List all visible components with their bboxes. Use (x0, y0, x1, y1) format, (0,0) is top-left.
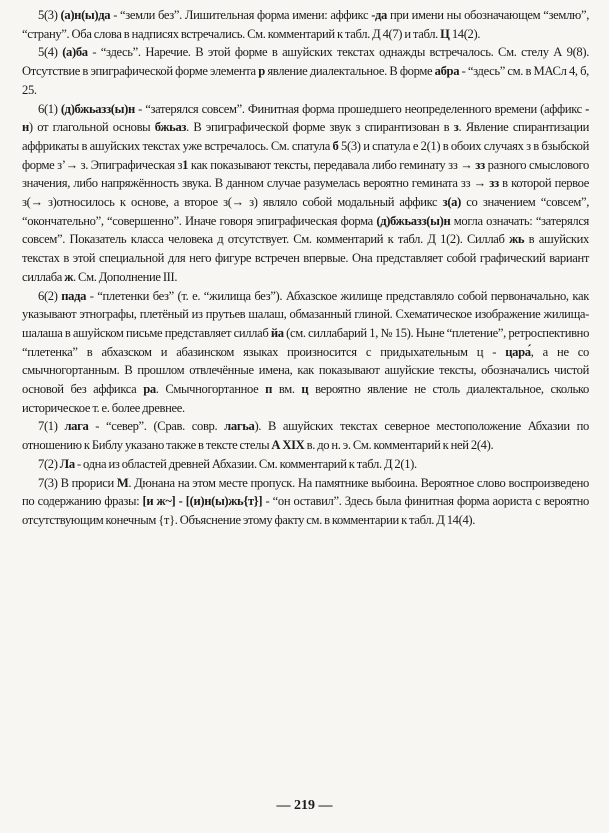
paragraph-text-run: 5(3) и спатула е 2(1) в обоих случаях з в бзыбской форме з’→ з. Эпиграфическая з (22, 138, 589, 172)
paragraph-text-run: . Дюнана на этом месте пропуск. На памятнике выбоина. Вероятное слово воспроизведено по содержанию фразы: (22, 475, 589, 509)
paragraph-text-run: б (332, 138, 339, 153)
paragraph-text-run: 14(2). (449, 26, 481, 41)
paragraph-text-run: . В эпиграфической форме звук з спирантизован в (186, 120, 454, 135)
paragraph-text-run: - “затерялся совсем”. Финитная форма прошедшего неопределенного времени (аффикс (134, 101, 586, 116)
paragraph-text-run: ж (64, 269, 74, 284)
paragraph-text-run: бжьаз (154, 120, 187, 135)
paragraph-text-run: абра (434, 64, 460, 79)
paragraph-text-run: (д)бжьазз(ы)н (376, 213, 451, 228)
paragraph-text-run: М (116, 475, 129, 490)
paragraph-text-run: ра (143, 382, 156, 397)
paragraph-text-run: з(а) (442, 195, 461, 210)
paragraph-text-run: 7(3) В прориси (38, 475, 117, 490)
paragraph-text-run: . См. Дополнение III. (73, 269, 178, 284)
paragraph-text-run: - “он оставил”. Здесь была финитная форма аориста с вероятно отсутствующим конечным {т}. Объяснение этому факту см. в комментарии к табл. Д 14(4). (22, 494, 589, 527)
paragraph-text-run: Ла (59, 456, 75, 471)
paragraph-text-run: йа (270, 325, 284, 340)
paragraph-text-run: жь (509, 232, 525, 247)
paragraph-text-run: А XIX (271, 438, 305, 453)
paragraph-text-run: р (258, 64, 265, 79)
paragraph-text-run: - одна из областей древней Абхазии. См. комментарий к табл. Д 2(1). (74, 456, 417, 471)
paragraph-text-run: разного смыслового значения, либо напряжённость звука. В данном случае разумелась вероятно гемината зз → (22, 157, 589, 191)
paragraph-text-run: -да (371, 8, 387, 22)
paragraph-text-run: 1 (182, 157, 189, 172)
paragraph-text-run: - “земли без”. Лишительная форма имени: аффикс (110, 8, 372, 22)
paragraph-6-2 (22, 287, 589, 418)
paragraph-text-run: в ашуйских текстах в этой специальной для него фигуре встречен впервые. Она представляет собой графический вариант силлаба (22, 232, 590, 284)
paragraph-text-run: в которой первое з(→ з)относилось к основе, а второе з(→ з) являло собой модальный аффикс (22, 176, 589, 210)
paragraph-text-run: пада (61, 288, 87, 303)
paragraph-text-run: - “север”. (Срав. совр. (88, 419, 225, 434)
paragraph-text-run: - н (22, 101, 589, 135)
paragraph-5-3 (22, 6, 589, 43)
paragraph-text-run: ц (301, 382, 309, 397)
paragraph-text-run: 5(4) (38, 45, 63, 60)
paragraph-7-3 (22, 474, 589, 530)
page-number: — 219 — (276, 798, 333, 813)
paragraph-text-run: (д)бжьазз(ы)н (60, 101, 135, 116)
paragraph-text-run: при имени ны обозначающем “землю”, “страну”. Оба слова в надписях встречались. См. комментарий к табл. Д 4(7) и табл. (22, 8, 589, 41)
paragraph-text-run: со значением “совсем”, “окончательно”, “совершенно”. Иначе говоря эпиграфическая форма (22, 195, 589, 228)
paragraph-text-run: в. до н. э. См. комментарий к ней 2(4). (304, 438, 494, 453)
paragraph-text-run: цара́ (505, 344, 531, 359)
paragraph-text-run: 6(2) (38, 288, 62, 303)
paragraph-6-1 (22, 100, 589, 287)
commentary-text (22, 6, 589, 530)
paragraph-text-run: ) от глагольной основы (28, 120, 155, 135)
paragraph-text-run: лагьа (224, 419, 255, 434)
paragraph-text-run: - “плетенки без” (т. е. “жилища без”). Абхазское жилище представляло собой первоначально, как указывают этнографы, плетёный из прутьев шалаш, обмазанный глиной. Схематическое изображение жилища-шалаша в ашуйском письме представляет силлаб (22, 288, 589, 340)
paragraph-text-run: - “здесь” см. в МАСл 4, б, 25. (22, 64, 589, 97)
paragraph-text-run: Ц (440, 26, 450, 41)
paragraph-text-run: , а не со смычногортанным. В прошлом отвлечённые имена, как показывают ашуйские тексты, обозначались чистой основой без аффикса (22, 344, 589, 397)
paragraph-text-run: (а)н(ы)да (60, 8, 111, 22)
paragraph-text-run: (см. силлабарий 1, № 15). Ныне “плетение”, ретроспективно “плетенка” в абхазском и абазинском языках произносится с придыхательным ц - (22, 325, 590, 359)
paragraph-text-run: 5(3) (38, 8, 61, 22)
paragraph-text-run: ). В ашуйских текстах северное местоположение Абхазии по отношению к Библу указано также в тексте стелы (22, 419, 589, 453)
paragraph-text-run: явление диалектальное. В форме (264, 64, 435, 79)
paragraph-text-run: з (453, 120, 459, 135)
paragraph-text-run: 7(1) (38, 419, 65, 434)
paragraph-text-run: [и ж~] - [(и)н(ы)жь{т}] (142, 494, 263, 509)
paragraph-text-run: п (265, 382, 273, 397)
paragraph-text-run: вм. (272, 382, 302, 397)
paragraph-text-run: как показывают тексты, передавала либо геминату зз → (188, 157, 476, 172)
paragraph-text-run: 7(2) (38, 456, 60, 471)
paragraph-text-run: зз (489, 176, 499, 191)
paragraph-text-run: . Смычногортанное (155, 382, 266, 397)
paragraph-text-run: . Явление спирантизации аффрикаты в ашуйских текстах уже встречалось. См. спатула (22, 120, 589, 153)
paragraph-7-1 (22, 417, 589, 454)
paragraph-text-run: лага (64, 419, 89, 434)
paragraph-text-run: могла означать: “затерялся совсем”. Показатель класса человека д отсутствует. См. комментарий к табл. Д 1(2). Силлаб (22, 213, 590, 247)
paragraph-text-run: - “здесь”. Наречие. В этой форме в ашуйских текстах однажды встречалось. См. стелу А 9(8). Отсутствие в эпиграфической форме элемента (22, 45, 590, 79)
paragraph-5-4 (22, 43, 589, 99)
paragraph-text-run: зз (475, 157, 485, 172)
paragraph-text-run: 6(1) (38, 101, 61, 116)
paragraph-7-2 (22, 455, 589, 474)
paragraph-text-run: (а)ба (62, 45, 88, 60)
paragraph-text-run: вероятно явление не столь диалектальное, сколько историческое т. е. более древнее. (22, 382, 590, 415)
